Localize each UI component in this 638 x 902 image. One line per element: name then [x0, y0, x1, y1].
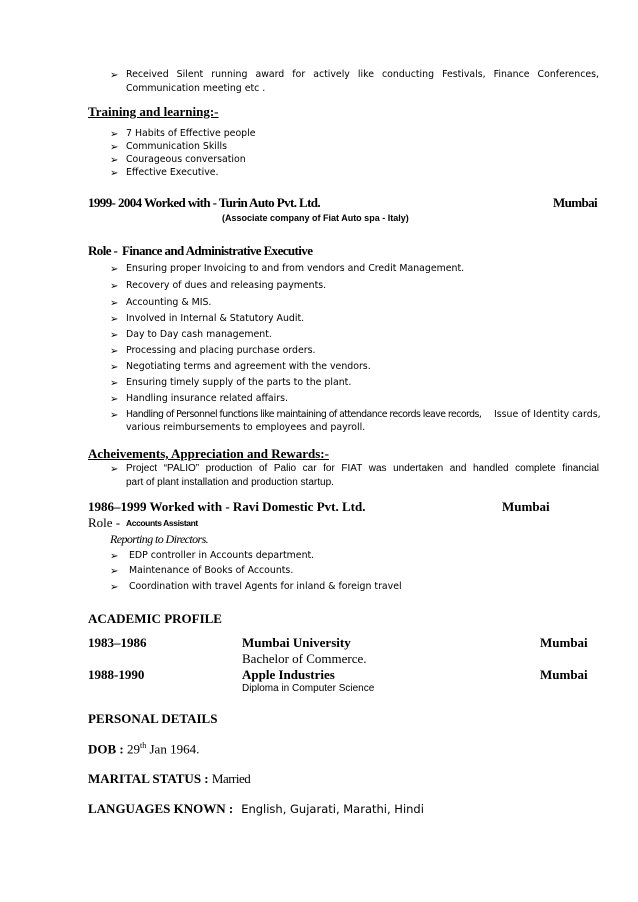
job2-item: Coordination with travel Agents for inland & foreign travel [129, 581, 402, 592]
achievements-line-2: part of plant installation and production startup. [126, 477, 334, 488]
dob-row [88, 741, 199, 757]
job1-item-last-a: Handling of Personnel functions like maintaining of attendance records leave records, [126, 409, 482, 420]
job2-item: EDP controller in Accounts department. [129, 550, 315, 561]
academic-institution: Apple Industries [242, 667, 335, 682]
bullet-icon: ➢ [110, 142, 119, 153]
achievements-heading: Acheivements, Appreciation and Rewards:- [88, 446, 329, 461]
academic-years: 1983–1986 [88, 635, 147, 650]
academic-detail: Diploma in Computer Science [242, 683, 375, 694]
job2-title: 1986–1999 Worked with - Ravi Domestic Pvt. Ltd. [88, 499, 366, 514]
bullet-icon: ➢ [110, 155, 119, 166]
job1-role-prefix: Role - [88, 243, 118, 258]
dob-label: DOB : [88, 741, 124, 757]
bullet-icon: ➢ [110, 346, 119, 357]
job1-item: Ensuring timely supply of the parts to the plant. [126, 377, 352, 388]
bullet-icon: ➢ [110, 464, 119, 475]
training-item: Effective Executive. [126, 167, 219, 178]
job1-item: Handling insurance related affairs. [126, 393, 288, 404]
marital-label: MARITAL STATUS : [88, 771, 209, 786]
languages-value: English, Gujarati, Marathi, Hindi [241, 802, 424, 816]
languages-row [88, 800, 424, 818]
academic-institution: Mumbai University [242, 635, 351, 650]
training-item: 7 Habits of Effective people [126, 128, 256, 139]
academic-location: Mumbai [540, 635, 588, 650]
job1-item: Negotiating terms and agreement with the vendors. [126, 361, 371, 372]
bullet-icon: ➢ [110, 298, 119, 309]
job1-title: 1999- 2004 Worked with - Turin Auto Pvt. Ltd. [88, 195, 321, 210]
job2-role-title: Accounts Assistant [126, 518, 198, 528]
academic-heading: ACADEMIC PROFILE [88, 611, 222, 626]
bullet-icon: ➢ [110, 582, 119, 593]
personal-heading: PERSONAL DETAILS [88, 711, 218, 726]
bullet-icon: ➢ [110, 378, 119, 389]
dob-rest: Jan 1964. [149, 741, 200, 757]
bullet-icon: ➢ [110, 362, 119, 373]
job1-item: Day to Day cash management. [126, 329, 272, 340]
bullet-icon: ➢ [110, 410, 119, 421]
academic-location: Mumbai [540, 667, 588, 682]
bullet-icon: ➢ [110, 281, 119, 292]
awards-line-1: Received Silent running award for actively like conducting Festivals, Finance Conferences, [126, 69, 599, 80]
job2-reporting: Reporting to Directors. [110, 532, 209, 546]
achievements-line-1: Project “PALIO” production of Palio car for FIAT was undertaken and handled complete financial [126, 463, 599, 474]
job1-role-title: Finance and Administrative Executive [122, 243, 313, 258]
job1-item-last-b: Issue of Identity cards, [494, 409, 601, 420]
job2-role-prefix: Role - [88, 515, 121, 530]
training-heading: Training and learning:- [88, 104, 219, 119]
job1-item: Involved in Internal & Statutory Audit. [126, 313, 305, 324]
bullet-icon: ➢ [110, 314, 119, 325]
training-item: Communication Skills [126, 141, 227, 152]
academic-detail: Bachelor of Commerce. [242, 651, 367, 666]
job1-item: Recovery of dues and releasing payments. [126, 280, 327, 291]
languages-label: LANGUAGES KNOWN : [88, 801, 234, 816]
bullet-icon: ➢ [110, 330, 119, 341]
training-item: Courageous conversation [126, 154, 246, 165]
job1-item: Processing and placing purchase orders. [126, 345, 316, 356]
academic-years: 1988-1990 [88, 667, 145, 682]
marital-value: Married [211, 771, 251, 786]
bullet-icon: ➢ [110, 394, 119, 405]
job1-location: Mumbai [553, 195, 598, 210]
bullet-icon: ➢ [110, 168, 119, 179]
job1-item-last-line2: various reimbursements to employees and payroll. [126, 422, 366, 433]
job2-location: Mumbai [502, 499, 550, 514]
job2-item: Maintenance of Books of Accounts. [129, 565, 294, 576]
bullet-icon: ➢ [110, 129, 119, 140]
job1-item: Ensuring proper Invoicing to and from vendors and Credit Management. [126, 263, 465, 274]
bullet-icon: ➢ [110, 264, 119, 275]
bullet-icon: ➢ [110, 551, 119, 562]
bullet-icon: ➢ [110, 566, 119, 577]
job1-item: Accounting & MIS. [126, 297, 212, 308]
dob-sup: th [140, 741, 147, 750]
bullet-icon: ➢ [110, 70, 119, 81]
awards-line-2: Communication meeting etc . [126, 83, 266, 94]
job1-subtitle: (Associate company of Fiat Auto spa - Italy) [222, 213, 409, 223]
marital-row [88, 771, 250, 787]
dob-day: 29 [127, 741, 140, 757]
